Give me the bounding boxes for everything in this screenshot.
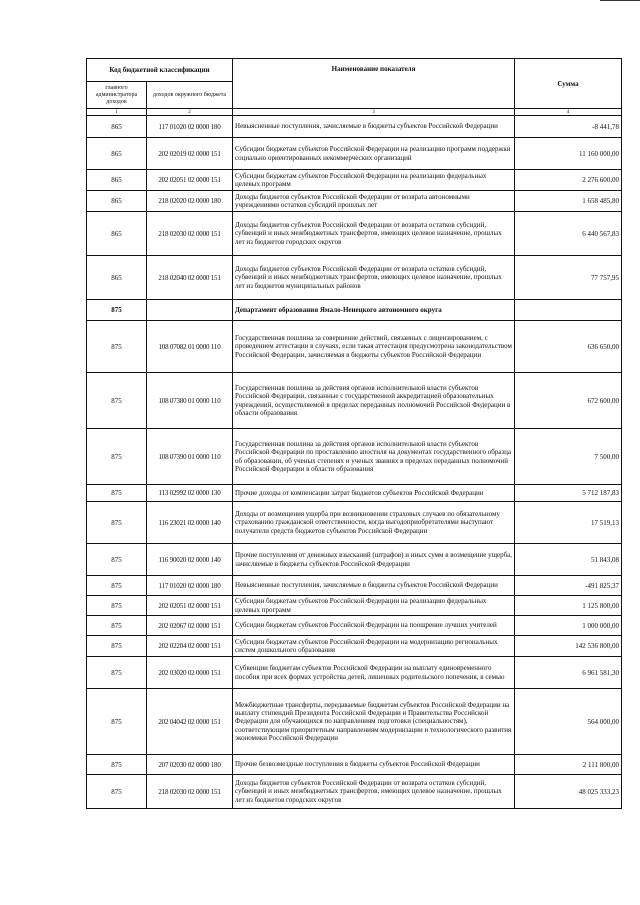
amount-cell: 51 843,08 (515, 544, 622, 576)
table-row (87, 212, 622, 256)
indicator-name-cell: Доходы бюджетов субъектов Российской Федерации от возврата остатков субсидий, субвенций и иных межбюджетных трансфертов, имеющих целевое назначение, прошлых лет из бюджетов городских округов (233, 775, 515, 809)
table-row (87, 373, 622, 429)
amount-cell: 17 519,13 (515, 502, 622, 544)
amount-cell: 77 757,95 (515, 256, 622, 300)
admin-code-cell: 865 (87, 138, 147, 170)
admin-code-cell: 875 (87, 775, 147, 809)
table-row (87, 256, 622, 300)
indicator-name-cell: Доходы бюджетов субъектов Российской Федерации от возврата остатков субсидий, субвенций и иных межбюджетных трансфертов, имеющих целевое назначение, прошлых лет из бюджетов городских округов (233, 212, 515, 256)
income-code-cell: 202 03020 02 0000 151 (147, 657, 233, 689)
amount-cell: 636 650,00 (515, 321, 622, 373)
table-row (87, 116, 622, 138)
indicator-name-cell: Субсидии бюджетам субъектов Российской Федерации на поощрение лучших учителей (233, 616, 515, 636)
amount-cell: 1 000 000,00 (515, 616, 622, 636)
admin-code-cell: 875 (87, 485, 147, 502)
amount-cell: 672 600,00 (515, 373, 622, 429)
amount-cell: 5 712 187,83 (515, 485, 622, 502)
income-code-cell: 218 02020 02 0000 180 (147, 191, 233, 212)
income-code-cell: 218 02030 02 0000 151 (147, 212, 233, 256)
income-code-cell: 218 02030 02 0000 151 (147, 775, 233, 809)
income-code-cell: 207 02030 02 0000 180 (147, 755, 233, 775)
amount-cell: 1 125 800,00 (515, 596, 622, 616)
table-row (87, 170, 622, 191)
table-row (87, 576, 622, 596)
column-number-4: 4 (515, 109, 622, 116)
table-row (87, 544, 622, 576)
table-row (87, 485, 622, 502)
indicator-name-cell: Невыясненные поступления, зачисляемые в бюджеты субъектов Российской Федерации (233, 116, 515, 138)
indicator-name-cell: Субсидии бюджетам субъектов Российской Федерации на реализацию федеральных целевых программ (233, 170, 515, 191)
admin-code-cell: 875 (87, 300, 147, 321)
amount-cell: 142 536 800,00 (515, 636, 622, 657)
amount-cell: 2 276 600,00 (515, 170, 622, 191)
indicator-name-cell: Департамент образования Ямало-Ненецкого автономного округа (233, 300, 515, 321)
table-row (87, 321, 622, 373)
admin-code-cell: 865 (87, 170, 147, 191)
table-row (87, 429, 622, 485)
amount-cell: 1 658 485,80 (515, 191, 622, 212)
amount-cell: 7 500,00 (515, 429, 622, 485)
income-code-cell: 117 01020 02 0000 180 (147, 576, 233, 596)
admin-code-cell: 875 (87, 596, 147, 616)
amount-cell: 11 160 000,00 (515, 138, 622, 170)
income-code-cell: 108 07390 01 0000 110 (147, 429, 233, 485)
income-code-cell: 218 02040 02 0000 151 (147, 256, 233, 300)
table-row (87, 657, 622, 689)
admin-code-cell: 875 (87, 657, 147, 689)
indicator-name-cell: Доходы бюджетов субъектов Российской Федерации от возврата остатков субсидий, субвенций и иных межбюджетных трансфертов, имеющих целевое назначение, прошлых лет из бюджетов муниципальных районов (233, 256, 515, 300)
amount-cell: 2 111 800,00 (515, 755, 622, 775)
table-row (87, 138, 622, 170)
indicator-name-cell: Государственная пошлина за совершение действий, связанных с лицензированием, с проведением аттестации в случаях, если такая аттестация предусмотрена законодательством Российской Федерации, зачисляемая в бюджеты субъектов Российской Федерации (233, 321, 515, 373)
table-row (87, 755, 622, 775)
admin-code-cell: 875 (87, 321, 147, 373)
table-body (87, 116, 622, 809)
admin-code-cell: 865 (87, 256, 147, 300)
income-code-cell: 202 02067 02 0000 151 (147, 616, 233, 636)
amount-cell: 564 000,00 (515, 689, 622, 755)
income-code-cell: 202 02051 02 0000 151 (147, 596, 233, 616)
income-code-cell: 117 01020 02 0000 180 (147, 116, 233, 138)
code-group-header: Код бюджетной классификации (87, 59, 233, 82)
sum-column-header: Сумма (515, 59, 622, 109)
income-code-cell: 202 04042 02 0000 151 (147, 689, 233, 755)
admin-code-cell: 875 (87, 616, 147, 636)
admin-code-cell: 875 (87, 544, 147, 576)
amount-cell: 6 961 581,30 (515, 657, 622, 689)
indicator-name-cell: Доходы бюджетов субъектов Российской Федерации от возврата автономными учреждениями остатков субсидий прошлых лет (233, 191, 515, 212)
table-row (87, 191, 622, 212)
edge-mark (600, 0, 640, 1)
department-row (87, 300, 622, 321)
indicator-name-cell: Субсидии бюджетам субъектов Российской Федерации на реализацию программ поддержки социально ориентированных некоммерческих организаций (233, 138, 515, 170)
income-code-cell: 116 23021 02 0000 140 (147, 502, 233, 544)
income-code-column-header: доходов окружного бюджета (147, 82, 233, 109)
indicator-name-cell: Государственная пошлина за действия органов исполнительной власти субъектов Российской Федерации, связанные с государственной аккредитацией образовательных учреждений, осуществляемой в пределах переданных полномочий Российской Федерации в области образования (233, 373, 515, 429)
name-column-header: Наименование показателя (233, 59, 515, 109)
indicator-name-cell: Доходы от возмещения ущерба при возникновении страховых случаев по обязательному страхованию гражданской ответственности, когда выгодоприобретателями выступают получатели средств бюджетов субъектов Российской Федерации (233, 502, 515, 544)
admin-code-cell: 865 (87, 191, 147, 212)
indicator-name-cell: Субсидии бюджетам субъектов Российской Федерации на реализацию федеральных целевых программ (233, 596, 515, 616)
amount-cell: -491 825,37 (515, 576, 622, 596)
admin-code-cell: 875 (87, 755, 147, 775)
indicator-name-cell: Субсидии бюджетам субъектов Российской Федерации на модернизацию региональных систем дошкольного образования (233, 636, 515, 657)
income-code-cell: 202 02051 02 0000 151 (147, 170, 233, 191)
table-row (87, 616, 622, 636)
income-code-cell (147, 300, 233, 321)
amount-cell (515, 300, 622, 321)
table-row (87, 775, 622, 809)
indicator-name-cell: Субвенции бюджетам субъектов Российской Федерации на выплату единовременного пособия при всех формах устройства детей, лишенных родительского попечения, в семью (233, 657, 515, 689)
admin-code-cell: 875 (87, 689, 147, 755)
indicator-name-cell: Межбюджетные трансферты, передаваемые бюджетам субъектов Российской Федерации на выплату стипендий Президента Российской Федерации и Правительства Российской Федерации для обучающихся по направлениям подготовки (специальностям), соответствующим приоритетным направлениям модернизации и технологического развития экономики Российской Федерации (233, 689, 515, 755)
indicator-name-cell: Государственная пошлина за действия органов исполнительной власти субъектов Российской Федерации по проставлению апостиля на документах государственного образца об образовании, об ученых степенях и ученых званиях в пределах переданных полномочий Российской Федерации в области образования (233, 429, 515, 485)
table-row (87, 689, 622, 755)
admin-code-cell: 875 (87, 636, 147, 657)
admin-code-cell: 875 (87, 373, 147, 429)
income-code-cell: 108 07380 01 0000 110 (147, 373, 233, 429)
amount-cell: 48 025 333,23 (515, 775, 622, 809)
indicator-name-cell: Невыясненные поступления, зачисляемые в бюджеты субъектов Российской Федерации (233, 576, 515, 596)
indicator-name-cell: Прочие поступления от денежных взысканий (штрафов) и иных сумм в возмещение ущерба, зачисляемые в бюджеты субъектов Российской Федерации (233, 544, 515, 576)
admin-code-cell: 865 (87, 212, 147, 256)
table-row (87, 502, 622, 544)
admin-code-cell: 875 (87, 502, 147, 544)
amount-cell: -8 441,78 (515, 116, 622, 138)
admin-code-cell: 875 (87, 576, 147, 596)
income-code-cell: 113 02992 02 0000 130 (147, 485, 233, 502)
column-number-1: 1 (87, 109, 147, 116)
income-code-cell: 108 07082 01 0000 110 (147, 321, 233, 373)
column-number-2: 2 (147, 109, 233, 116)
table-row (87, 596, 622, 616)
admin-code-cell: 865 (87, 116, 147, 138)
income-code-cell: 116 90020 02 0000 140 (147, 544, 233, 576)
amount-cell: 6 440 567,83 (515, 212, 622, 256)
admin-code-cell: 875 (87, 429, 147, 485)
table-row (87, 636, 622, 657)
budget-revenue-table (86, 58, 622, 809)
column-number-3: 3 (233, 109, 515, 116)
admin-column-header: главного администратора доходов (87, 82, 147, 109)
indicator-name-cell: Прочие безвозмездные поступления в бюджеты субъектов Российской Федерации (233, 755, 515, 775)
income-code-cell: 202 02204 02 0000 151 (147, 636, 233, 657)
indicator-name-cell: Прочие доходы от компенсации затрат бюджетов субъектов Российской Федерации (233, 485, 515, 502)
income-code-cell: 202 02019 02 0000 151 (147, 138, 233, 170)
